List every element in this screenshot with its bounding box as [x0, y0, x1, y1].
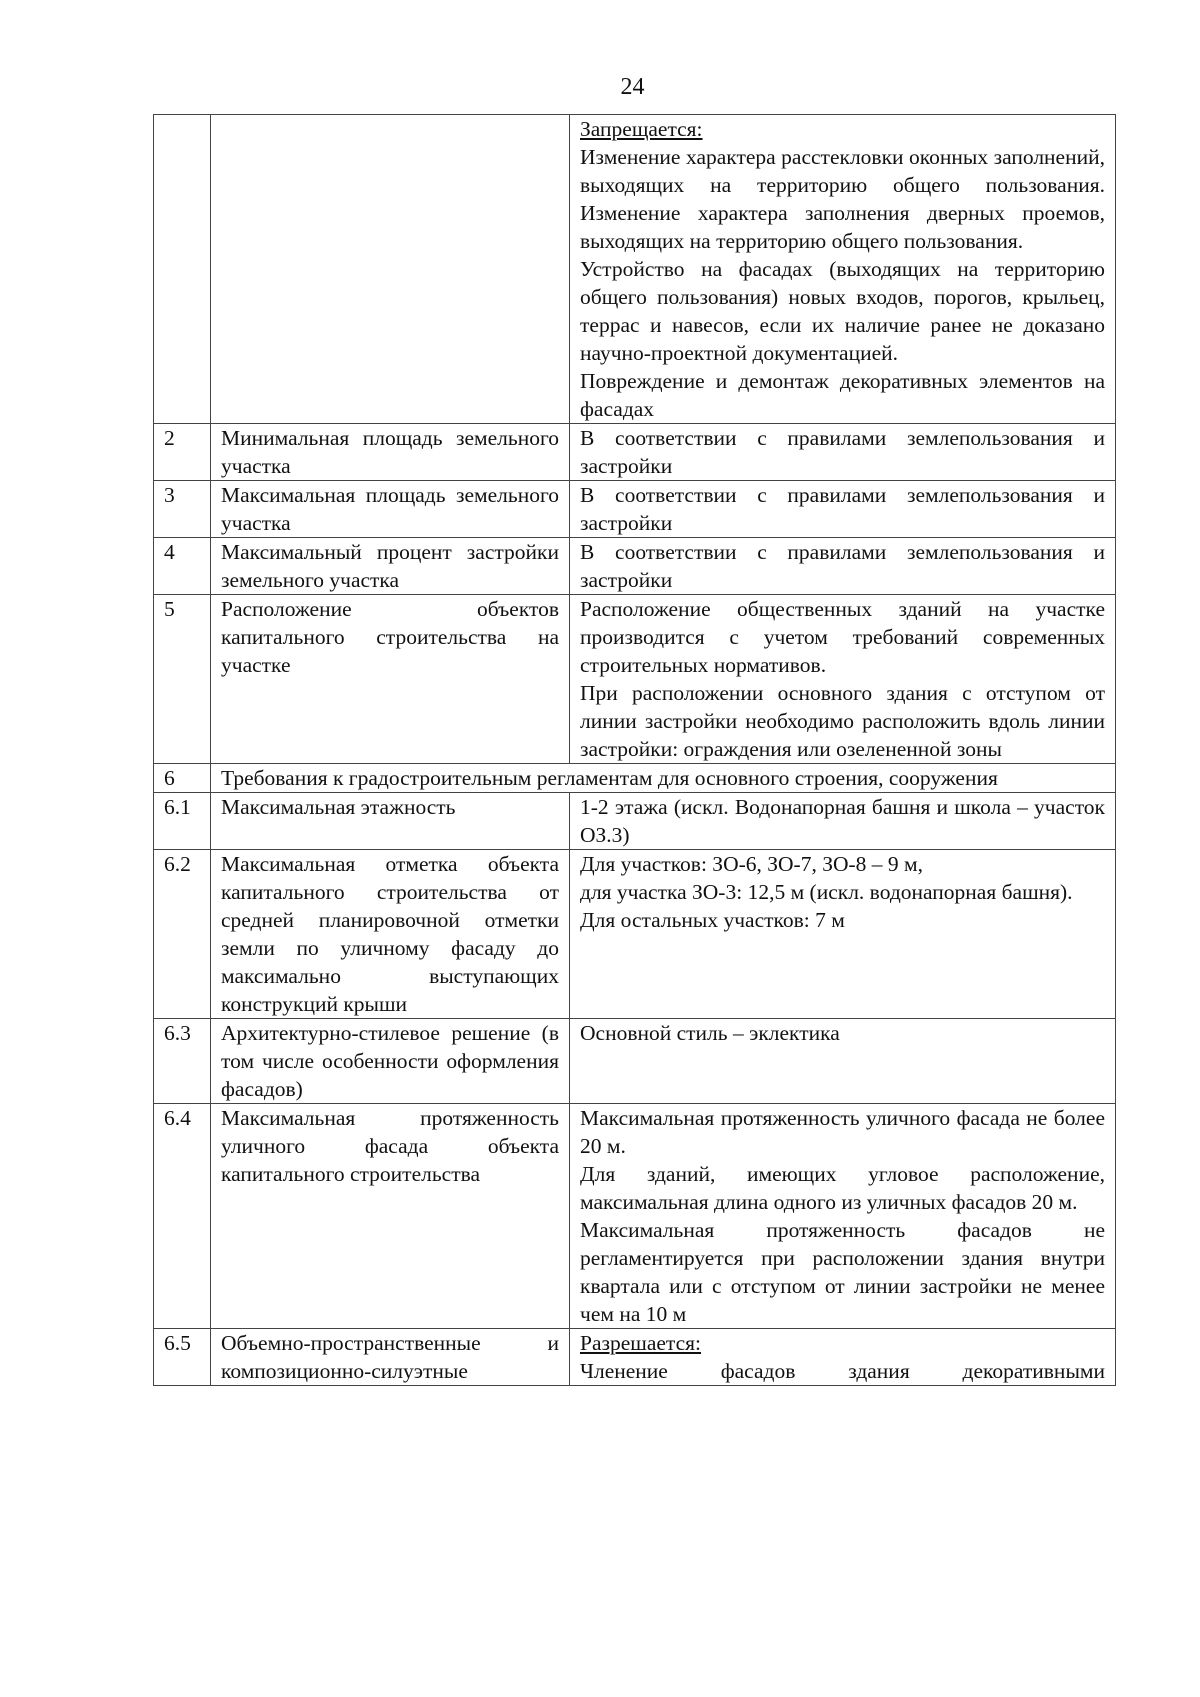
allowed-heading: Разрешается: — [580, 1331, 701, 1355]
row-number-cell: 6.1 — [154, 793, 211, 850]
row-name-cell: Максимальная этажность — [211, 793, 570, 850]
row-number-cell: 5 — [154, 595, 211, 764]
value-paragraph: Членение фасадов здания декоративными — [580, 1359, 1105, 1383]
row-number-cell: 3 — [154, 481, 211, 538]
row-value-cell — [570, 595, 1116, 764]
row-value-cell — [570, 115, 1116, 424]
value-paragraph: Расположение общественных зданий на участке производится с учетом требований современных строительных нормативов. — [580, 597, 1105, 677]
table-row — [154, 793, 1116, 850]
row-value-cell: В соответствии с правилами землепользования и застройки — [570, 481, 1116, 538]
table-row — [154, 595, 1116, 764]
page-number: 24 — [620, 74, 645, 100]
row-value-cell — [570, 1104, 1116, 1329]
row-value-cell: В соответствии с правилами землепользования и застройки — [570, 424, 1116, 481]
row-number-cell: 2 — [154, 424, 211, 481]
row-number-cell: 6.5 — [154, 1329, 211, 1386]
row-number-cell: 6.4 — [154, 1104, 211, 1329]
row-number-cell: 6 — [154, 764, 211, 793]
value-paragraph: Повреждение и демонтаж декоративных элементов на фасадах — [580, 369, 1105, 421]
row-number-cell: 6.2 — [154, 850, 211, 1019]
row-value-cell: 1-2 этажа (искл. Водонапорная башня и школа – участок ОЗ.3) — [570, 793, 1116, 850]
row-value-cell: В соответствии с правилами землепользования и застройки — [570, 538, 1116, 595]
row-number-cell: 4 — [154, 538, 211, 595]
row-name-cell: Максимальная площадь земельного участка — [211, 481, 570, 538]
table-row — [154, 1104, 1116, 1329]
value-paragraph: Для остальных участков: 7 м — [580, 908, 845, 932]
row-name-cell: Максимальная протяженность уличного фасада объекта капитального строительства — [211, 1104, 570, 1329]
row-number-cell — [154, 115, 211, 424]
table-row — [154, 115, 1116, 424]
table-row — [154, 1019, 1116, 1104]
prohibited-heading: Запрещается: — [580, 117, 703, 141]
value-paragraph: для участка ЗО-3: 12,5 м (искл. водонапорная башня). — [580, 880, 1073, 904]
regulations-table — [153, 114, 1116, 1386]
row-value-cell — [570, 850, 1116, 1019]
row-value-cell: Основной стиль – эклектика — [570, 1019, 1116, 1104]
value-paragraph: Изменение характера расстекловки оконных заполнений, выходящих на территорию общего пользования. Изменение характера заполнения дверных проемов, выходящих на территорию общего пользования. — [580, 145, 1105, 253]
value-paragraph: Максимальная протяженность фасадов не регламентируется при расположении здания внутри квартала или с отступом от линии застройки не менее чем на 10 м — [580, 1218, 1105, 1326]
row-name-cell: Архитектурно-стилевое решение (в том числе особенности оформления фасадов) — [211, 1019, 570, 1104]
row-name-cell: Расположение объектов капитального строительства на участке — [211, 595, 570, 764]
row-value-cell — [570, 1329, 1116, 1386]
row-name-cell: Минимальная площадь земельного участка — [211, 424, 570, 481]
table-row — [154, 850, 1116, 1019]
value-paragraph: Устройство на фасадах (выходящих на территорию общего пользования) новых входов, порогов, крыльец, террас и навесов, если их наличие ранее не доказано научно-проектной документацией. — [580, 257, 1105, 365]
row-name-cell — [211, 115, 570, 424]
row-name-cell: Максимальная отметка объекта капитального строительства от средней планировочной отметки земли по уличному фасаду до максимально выступающих конструкций крыши — [211, 850, 570, 1019]
value-paragraph: Для зданий, имеющих угловое расположение, максимальная длина одного из уличных фасадов 20 м. — [580, 1162, 1105, 1214]
value-paragraph: Для участков: ЗО-6, ЗО-7, ЗО-8 – 9 м, — [580, 852, 924, 876]
table-row — [154, 1329, 1116, 1386]
row-name-cell: Объемно-пространственные и композиционно-силуэтные — [211, 1329, 570, 1386]
table-row — [154, 481, 1116, 538]
row-number-cell: 6.3 — [154, 1019, 211, 1104]
row-name-cell: Максимальный процент застройки земельного участка — [211, 538, 570, 595]
section-heading-cell: Требования к градостроительным регламентам для основного строения, сооружения — [211, 764, 1116, 793]
table-row — [154, 764, 1116, 793]
table-row — [154, 424, 1116, 481]
table-row — [154, 538, 1116, 595]
value-paragraph: При расположении основного здания с отступом от линии застройки необходимо расположить вдоль линии застройки: ограждения или озелененной зоны — [580, 681, 1105, 761]
value-paragraph: Максимальная протяженность уличного фасада не более 20 м. — [580, 1106, 1105, 1158]
